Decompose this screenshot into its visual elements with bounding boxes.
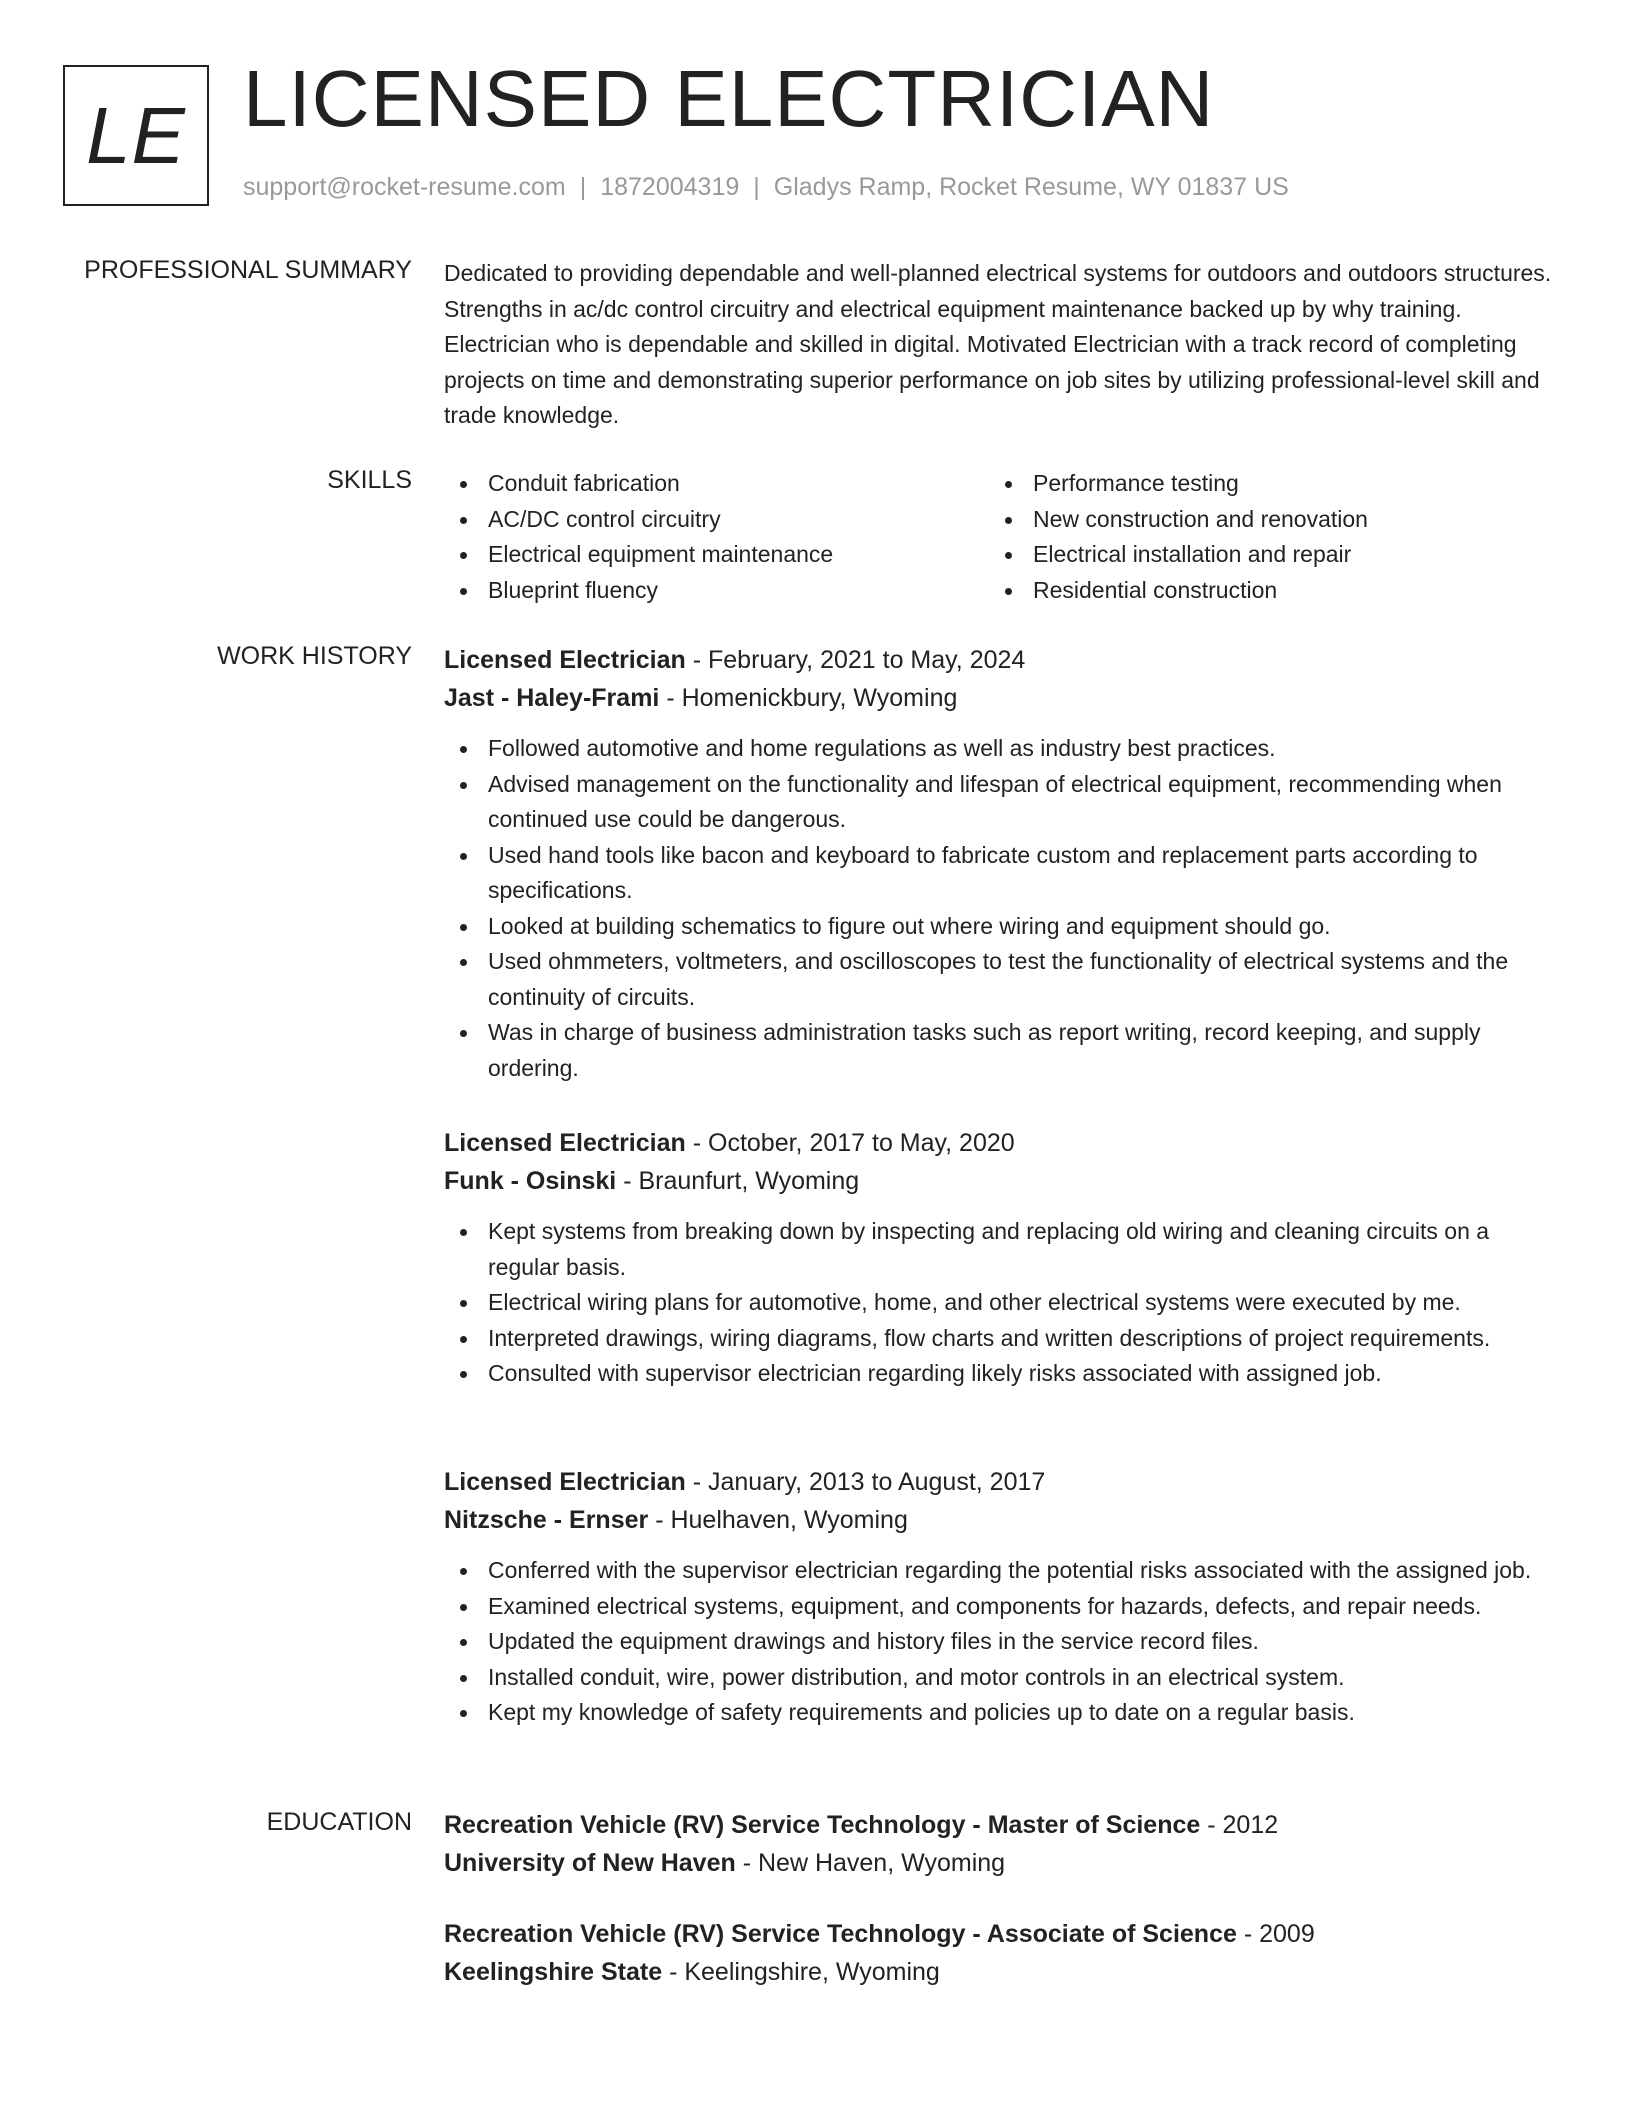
skill-item: Residential construction [989,573,1534,609]
job-bullets [444,1214,1559,1392]
education-school: University of New Haven [444,1849,736,1877]
education-location: - New Haven, Wyoming [735,1849,1006,1877]
job-bullet: Examined electrical systems, equipment, and components for hazards, defects, and repair needs. [444,1589,1559,1625]
section-label-education: EDUCATION [266,1808,412,1836]
job-bullet: Kept systems from breaking down by inspecting and replacing old wiring and cleaning circuits on a regular basis. [444,1214,1559,1285]
job-company: Nitzsche - Ernser [444,1506,649,1534]
contact-separator: | [753,173,760,201]
education-degree-line [444,1915,1559,1953]
monogram-box [63,65,209,206]
education-school: Keelingshire State [444,1958,663,1986]
contact-line [243,173,1289,202]
job-title: Licensed Electrician [444,646,686,674]
section-label-skills: SKILLS [327,466,412,494]
job-bullet: Followed automotive and home regulations as well as industry best practices. [444,731,1559,767]
education-year: - 2012 [1200,1811,1279,1839]
job-location: - Homenickbury, Wyoming [659,684,958,712]
job-bullet: Consulted with supervisor electrician regarding likely risks associated with assigned job. [444,1356,1559,1392]
job-dates: - February, 2021 to May, 2024 [685,646,1026,674]
education-entry [444,1915,1559,1991]
education-degree-line [444,1806,1559,1844]
job-bullet: Used hand tools like bacon and keyboard to fabricate custom and replacement parts according to specifications. [444,838,1559,909]
resume-name: LICENSED ELECTRICIAN [243,54,1215,143]
job-dates: - January, 2013 to August, 2017 [685,1468,1046,1496]
contact-separator: | [579,173,587,201]
contact-address: Gladys Ramp, Rocket Resume, WY 01837 US [773,173,1289,201]
job-company: Funk - Osinski [444,1167,617,1195]
summary-text: Dedicated to providing dependable and well-planned electrical systems for outdoors and outdoors structures. Strengths in ac/dc control circuitry and electrical equipment maintenance backed up by why training. Electrician who is dependable and skilled in digital. Motivated Electrician with a track record of completing projects on time and demonstrating superior performance on job sites by utilizing professional-level skill and trade knowledge. [444,260,1552,428]
section-label-summary: PROFESSIONAL SUMMARY [84,256,412,284]
job-title-line [444,641,1559,679]
education-degree: Recreation Vehicle (RV) Service Technology - Associate of Science [444,1920,1237,1948]
skills-column-right [989,466,1534,608]
job-bullet: Installed conduit, wire, power distribution, and motor controls in an electrical system. [444,1660,1559,1696]
job-company-line [444,1501,1559,1539]
contact-email[interactable]: support@rocket-resume.com [243,173,566,201]
job-bullet: Looked at building schematics to figure out where wiring and equipment should go. [444,909,1559,945]
job-entry [444,1124,1559,1392]
education-school-line [444,1953,1559,1991]
job-bullet: Used ohmmeters, voltmeters, and oscilloscopes to test the functionality of electrical systems and the continuity of circuits. [444,944,1559,1015]
skill-item: Electrical equipment maintenance [444,537,989,573]
skills-column-left [444,466,989,608]
contact-phone[interactable]: 1872004319 [600,173,740,201]
job-entry [444,641,1559,1086]
skill-item: Blueprint fluency [444,573,989,609]
education-entry [444,1806,1559,1882]
job-dates: - October, 2017 to May, 2020 [685,1129,1015,1157]
job-company-line [444,679,1559,717]
job-bullet: Updated the equipment drawings and history files in the service record files. [444,1624,1559,1660]
job-title-line [444,1124,1559,1162]
job-bullet: Conferred with the supervisor electrician regarding the potential risks associated with the assigned job. [444,1553,1559,1589]
job-company-line [444,1162,1559,1200]
job-bullet: Electrical wiring plans for automotive, home, and other electrical systems were executed by me. [444,1285,1559,1321]
job-bullet: Was in charge of business administration tasks such as report writing, record keeping, and supply ordering. [444,1015,1559,1086]
job-bullet: Advised management on the functionality and lifespan of electrical equipment, recommending when continued use could be dangerous. [444,767,1559,838]
section-label-work-history: WORK HISTORY [217,642,412,670]
job-location: - Huelhaven, Wyoming [648,1506,908,1534]
skill-item: Conduit fabrication [444,466,989,502]
skill-item: New construction and renovation [989,502,1534,538]
job-bullets [444,731,1559,1086]
job-title: Licensed Electrician [444,1129,686,1157]
job-location: - Braunfurt, Wyoming [616,1167,860,1195]
education-school-line [444,1844,1559,1882]
job-title-line [444,1463,1559,1501]
job-title: Licensed Electrician [444,1468,686,1496]
job-bullets [444,1553,1559,1731]
education-degree: Recreation Vehicle (RV) Service Technology - Master of Science [444,1811,1201,1839]
skill-item: Electrical installation and repair [989,537,1534,573]
job-bullet: Kept my knowledge of safety requirements and policies up to date on a regular basis. [444,1695,1559,1731]
education-location: - Keelingshire, Wyoming [662,1958,940,1986]
skills-list [444,466,1559,608]
skill-item: Performance testing [989,466,1534,502]
skill-item: AC/DC control circuitry [444,502,989,538]
job-entry [444,1463,1559,1731]
education-year: - 2009 [1236,1920,1315,1948]
monogram-initials: LE [86,90,186,180]
job-company: Jast - Haley-Frami [444,684,660,712]
job-bullet: Interpreted drawings, wiring diagrams, flow charts and written descriptions of project requirements. [444,1321,1559,1357]
